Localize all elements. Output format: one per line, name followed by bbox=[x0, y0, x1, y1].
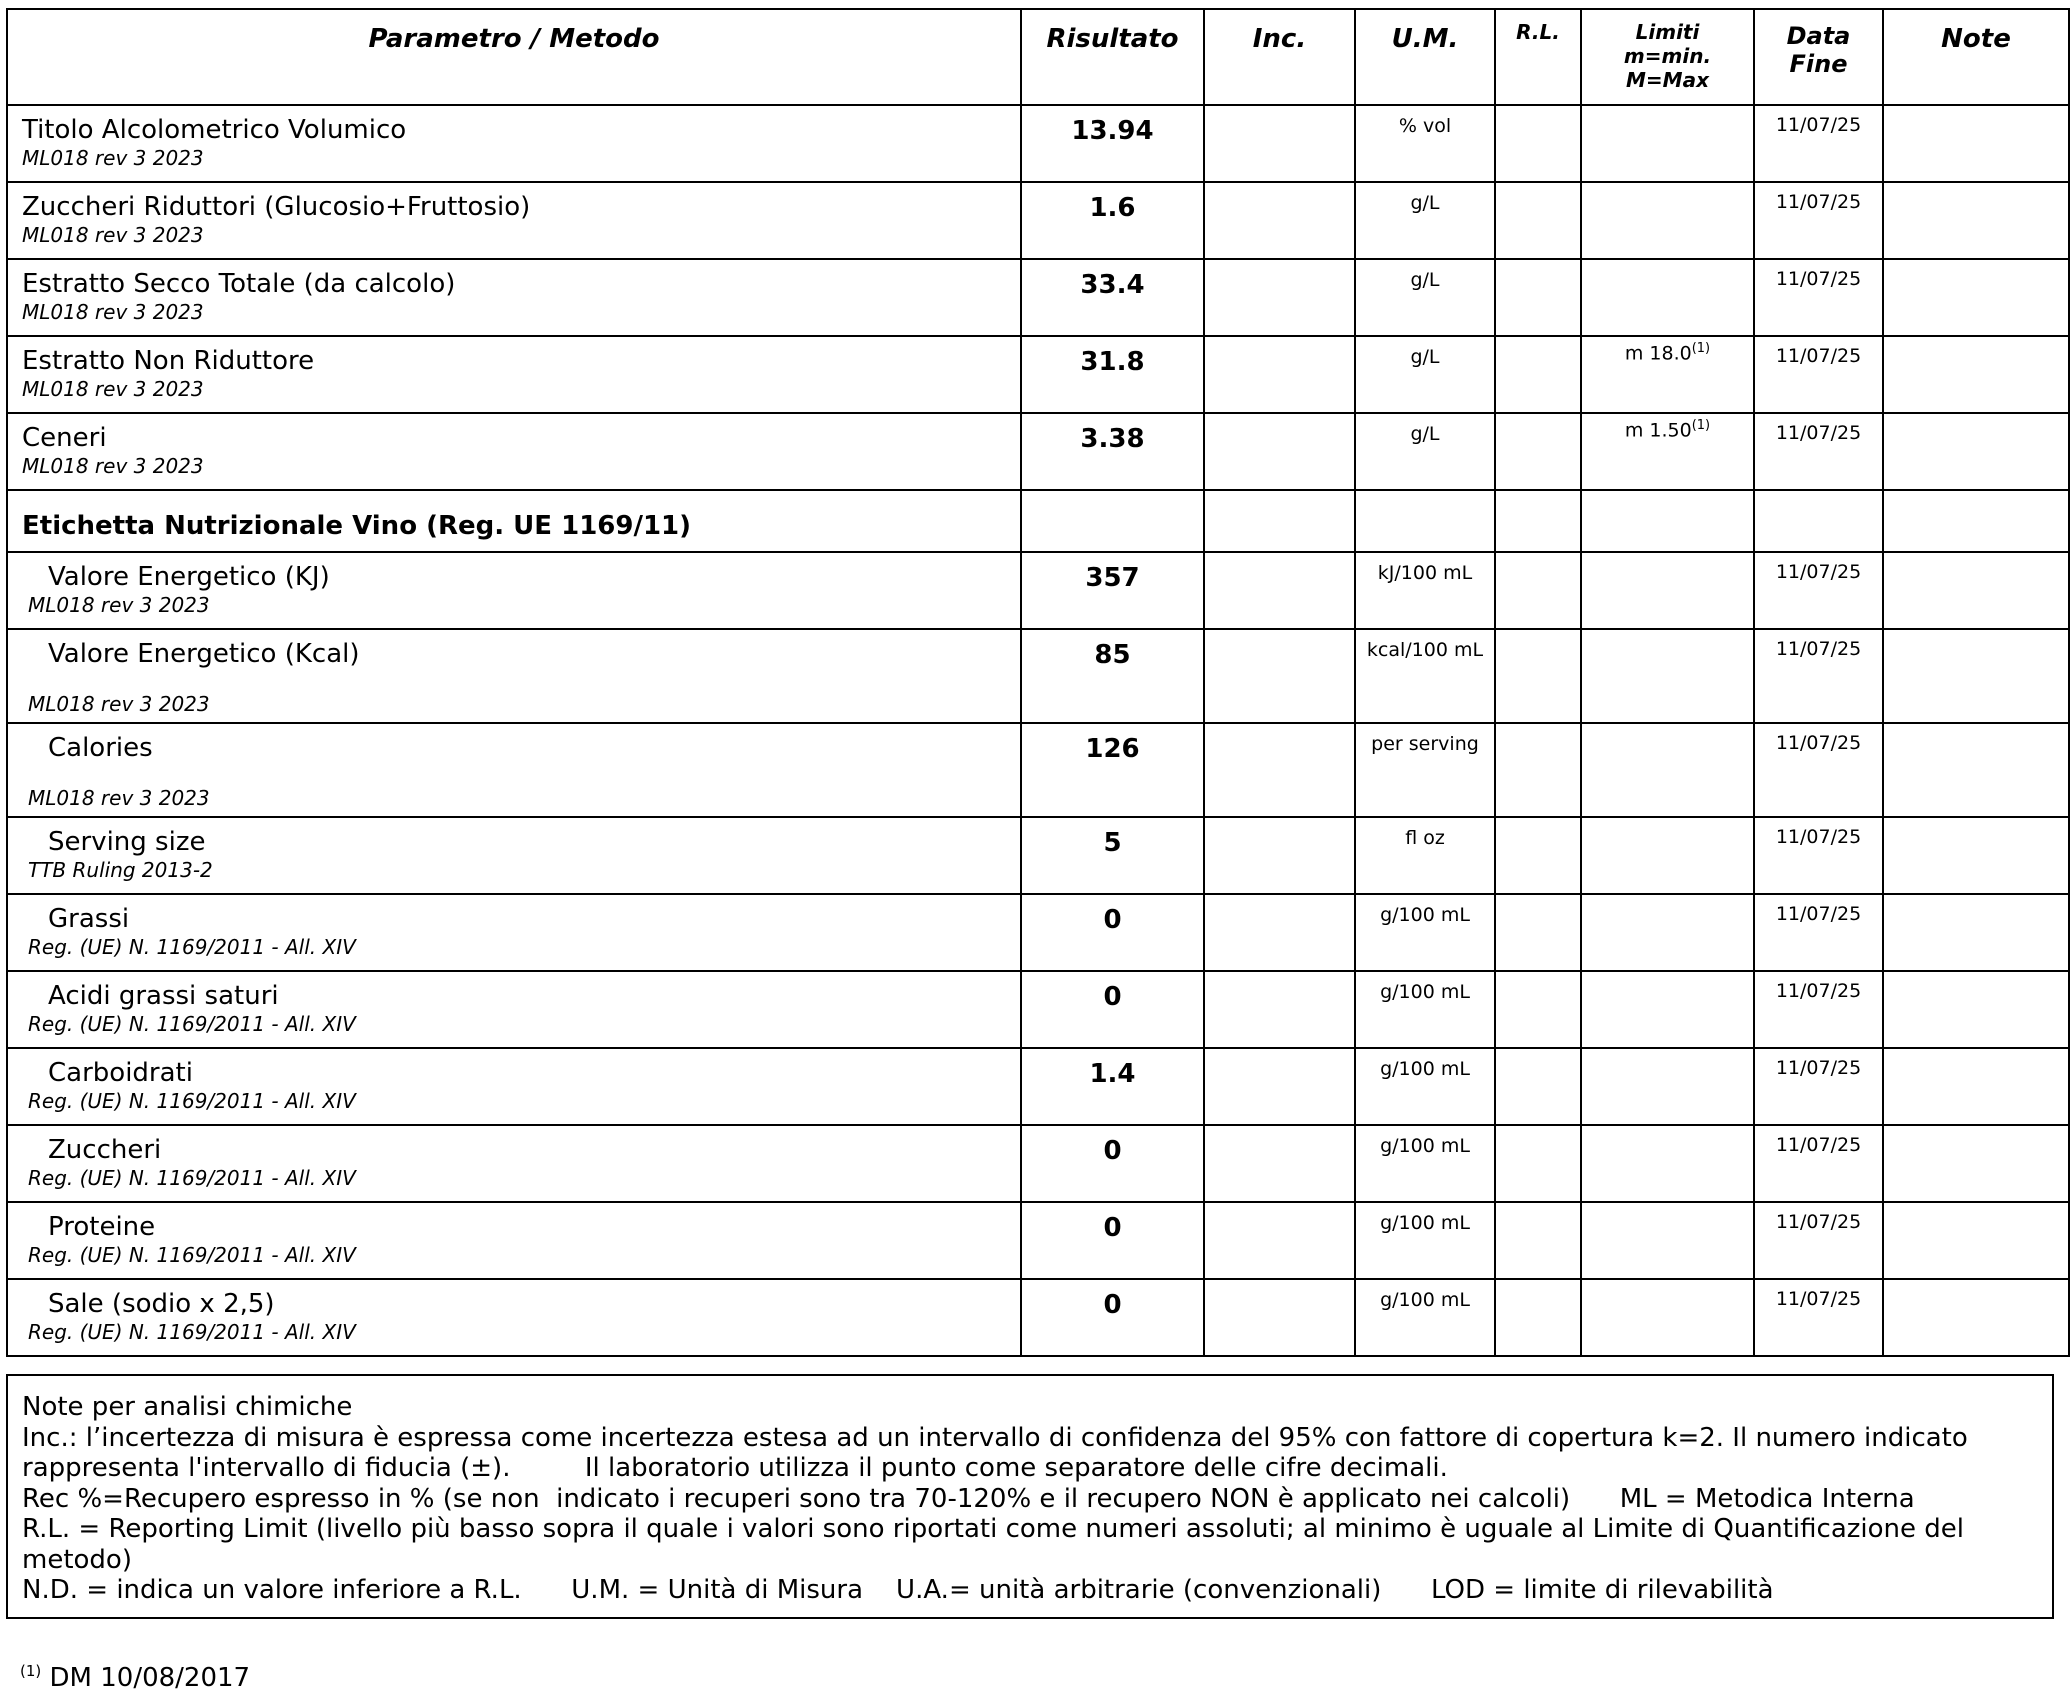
rl-cell bbox=[1495, 971, 1581, 1048]
table-row bbox=[7, 629, 2069, 723]
result-cell: 3.38 bbox=[1021, 413, 1204, 490]
empty-cell bbox=[1754, 490, 1883, 552]
um-cell: g/L bbox=[1355, 336, 1495, 413]
param-cell bbox=[7, 552, 1021, 629]
um-cell: g/100 mL bbox=[1355, 1279, 1495, 1356]
limit-cell bbox=[1581, 629, 1754, 723]
param-name: Zuccheri Riduttori (Glucosio+Fruttosio) bbox=[22, 192, 531, 222]
header-limits-line1: Limiti bbox=[1635, 20, 1700, 44]
param-name: Estratto Non Riduttore bbox=[22, 346, 315, 376]
inc-cell bbox=[1204, 336, 1355, 413]
empty-cell bbox=[1204, 490, 1355, 552]
param-name: Titolo Alcolometrico Volumico bbox=[22, 115, 407, 145]
param-name: Carboidrati bbox=[48, 1058, 193, 1088]
date-cell: 11/07/25 bbox=[1754, 336, 1883, 413]
footnote-ref: (1) bbox=[20, 1662, 42, 1680]
header-row bbox=[7, 9, 2069, 105]
results-table bbox=[6, 8, 2070, 1357]
param-cell bbox=[7, 1202, 1021, 1279]
param-cell bbox=[7, 817, 1021, 894]
date-cell: 11/07/25 bbox=[1754, 552, 1883, 629]
result-cell: 1.6 bbox=[1021, 182, 1204, 259]
note-cell bbox=[1883, 1048, 2069, 1125]
param-name: Estratto Secco Totale (da calcolo) bbox=[22, 269, 456, 299]
param-cell bbox=[7, 413, 1021, 490]
limit-ref: (1) bbox=[1691, 418, 1711, 433]
param-method: ML018 rev 3 2023 bbox=[28, 692, 210, 716]
um-cell: g/100 mL bbox=[1355, 1125, 1495, 1202]
inc-cell bbox=[1204, 1279, 1355, 1356]
spacer bbox=[48, 764, 1020, 786]
rl-cell bbox=[1495, 413, 1581, 490]
param-name: Zuccheri bbox=[48, 1135, 162, 1165]
inc-cell bbox=[1204, 105, 1355, 182]
param-name: Valore Energetico (KJ) bbox=[48, 562, 330, 592]
note-cell bbox=[1883, 817, 2069, 894]
header-um: U.M. bbox=[1355, 9, 1495, 105]
limit-cell bbox=[1581, 894, 1754, 971]
date-cell: 11/07/25 bbox=[1754, 629, 1883, 723]
inc-cell bbox=[1204, 1202, 1355, 1279]
um-cell: g/100 mL bbox=[1355, 1048, 1495, 1125]
inc-cell bbox=[1204, 259, 1355, 336]
note-cell bbox=[1883, 1202, 2069, 1279]
result-cell: 85 bbox=[1021, 629, 1204, 723]
um-cell: kJ/100 mL bbox=[1355, 552, 1495, 629]
rl-cell bbox=[1495, 259, 1581, 336]
limit-cell bbox=[1581, 1279, 1754, 1356]
date-cell: 11/07/25 bbox=[1754, 817, 1883, 894]
table-row bbox=[7, 723, 2069, 817]
result-cell: 126 bbox=[1021, 723, 1204, 817]
result-cell: 357 bbox=[1021, 552, 1204, 629]
rl-cell bbox=[1495, 1202, 1581, 1279]
notes-line: Rec %=Recupero espresso in % (se non indicato i recuperi sono tra 70-120% e il recupero NON è applicato nei calcoli) ML = Metodica Interna bbox=[22, 1483, 1915, 1514]
param-method: TTB Ruling 2013-2 bbox=[28, 858, 213, 882]
note-cell bbox=[1883, 723, 2069, 817]
header-inc: Inc. bbox=[1204, 9, 1355, 105]
date-cell: 11/07/25 bbox=[1754, 1202, 1883, 1279]
date-cell: 11/07/25 bbox=[1754, 259, 1883, 336]
inc-cell bbox=[1204, 894, 1355, 971]
inc-cell bbox=[1204, 723, 1355, 817]
param-name: Valore Energetico (Kcal) bbox=[48, 639, 360, 669]
table-row bbox=[7, 971, 2069, 1048]
limit-cell bbox=[1581, 259, 1754, 336]
limit-ref: (1) bbox=[1691, 341, 1711, 356]
header-param: Parametro / Metodo bbox=[7, 9, 1021, 105]
note-cell bbox=[1883, 894, 2069, 971]
result-cell: 0 bbox=[1021, 894, 1204, 971]
um-cell: g/L bbox=[1355, 413, 1495, 490]
rl-cell bbox=[1495, 723, 1581, 817]
inc-cell bbox=[1204, 817, 1355, 894]
limit-cell bbox=[1581, 336, 1754, 413]
param-method: ML018 rev 3 2023 bbox=[22, 223, 204, 247]
param-method: ML018 rev 3 2023 bbox=[22, 377, 204, 401]
note-cell bbox=[1883, 1279, 2069, 1356]
date-cell: 11/07/25 bbox=[1754, 1048, 1883, 1125]
param-cell bbox=[7, 723, 1021, 817]
note-cell bbox=[1883, 971, 2069, 1048]
um-cell: g/100 mL bbox=[1355, 894, 1495, 971]
um-cell: % vol bbox=[1355, 105, 1495, 182]
result-cell: 0 bbox=[1021, 1202, 1204, 1279]
table-row bbox=[7, 182, 2069, 259]
param-cell bbox=[7, 336, 1021, 413]
note-cell bbox=[1883, 413, 2069, 490]
result-cell: 1.4 bbox=[1021, 1048, 1204, 1125]
limit-cell bbox=[1581, 182, 1754, 259]
result-cell: 13.94 bbox=[1021, 105, 1204, 182]
param-method: ML018 rev 3 2023 bbox=[28, 593, 210, 617]
section-title: Etichetta Nutrizionale Vino (Reg. UE 1169/11) bbox=[7, 490, 1021, 552]
um-cell: kcal/100 mL bbox=[1355, 629, 1495, 723]
header-limits-line3: M=Max bbox=[1626, 68, 1709, 92]
param-name: Serving size bbox=[48, 827, 206, 857]
param-name: Proteine bbox=[48, 1212, 156, 1242]
date-cell: 11/07/25 bbox=[1754, 1125, 1883, 1202]
notes-box bbox=[6, 1374, 2054, 1619]
um-cell: g/L bbox=[1355, 182, 1495, 259]
rl-cell bbox=[1495, 105, 1581, 182]
header-result: Risultato bbox=[1021, 9, 1204, 105]
rl-cell bbox=[1495, 1125, 1581, 1202]
header-limits-line2: m=min. bbox=[1623, 44, 1712, 68]
header-limits bbox=[1581, 9, 1754, 105]
rl-cell bbox=[1495, 629, 1581, 723]
param-method: Reg. (UE) N. 1169/2011 - All. XIV bbox=[28, 935, 356, 959]
inc-cell bbox=[1204, 182, 1355, 259]
inc-cell bbox=[1204, 971, 1355, 1048]
um-cell: per serving bbox=[1355, 723, 1495, 817]
section-row bbox=[7, 490, 2069, 552]
date-cell: 11/07/25 bbox=[1754, 105, 1883, 182]
param-method: Reg. (UE) N. 1169/2011 - All. XIV bbox=[28, 1320, 356, 1344]
rl-cell bbox=[1495, 1279, 1581, 1356]
limit-value: m 1.50 bbox=[1624, 419, 1692, 442]
table-row bbox=[7, 894, 2069, 971]
limit-cell bbox=[1581, 552, 1754, 629]
param-name: Acidi grassi saturi bbox=[48, 981, 279, 1011]
limit-value: m 18.0 bbox=[1624, 342, 1692, 365]
limit-cell bbox=[1581, 413, 1754, 490]
limit-cell bbox=[1581, 723, 1754, 817]
rl-cell bbox=[1495, 336, 1581, 413]
limit-cell bbox=[1581, 817, 1754, 894]
date-cell: 11/07/25 bbox=[1754, 723, 1883, 817]
date-cell: 11/07/25 bbox=[1754, 1279, 1883, 1356]
inc-cell bbox=[1204, 552, 1355, 629]
footnote bbox=[20, 1662, 250, 1693]
note-cell bbox=[1883, 105, 2069, 182]
note-cell bbox=[1883, 259, 2069, 336]
um-cell: fl oz bbox=[1355, 817, 1495, 894]
param-cell bbox=[7, 1048, 1021, 1125]
param-method: ML018 rev 3 2023 bbox=[22, 454, 204, 478]
empty-cell bbox=[1581, 490, 1754, 552]
result-cell: 0 bbox=[1021, 971, 1204, 1048]
param-cell bbox=[7, 105, 1021, 182]
rl-cell bbox=[1495, 552, 1581, 629]
param-cell bbox=[7, 182, 1021, 259]
date-cell: 11/07/25 bbox=[1754, 894, 1883, 971]
notes-line: Inc.: l’incertezza di misura è espressa come incertezza estesa ad un intervallo di confidenza del 95% con fattore di copertura k=2. Il numero indicato bbox=[22, 1422, 1968, 1453]
param-method: ML018 rev 3 2023 bbox=[28, 786, 210, 810]
table-row bbox=[7, 817, 2069, 894]
header-rl: R.L. bbox=[1495, 9, 1581, 105]
um-cell: g/100 mL bbox=[1355, 971, 1495, 1048]
param-method: Reg. (UE) N. 1169/2011 - All. XIV bbox=[28, 1166, 356, 1190]
param-method: Reg. (UE) N. 1169/2011 - All. XIV bbox=[28, 1012, 356, 1036]
table-row bbox=[7, 1279, 2069, 1356]
header-date-line2: Fine bbox=[1789, 50, 1848, 78]
empty-cell bbox=[1021, 490, 1204, 552]
rl-cell bbox=[1495, 1048, 1581, 1125]
note-cell bbox=[1883, 336, 2069, 413]
param-cell bbox=[7, 629, 1021, 723]
param-name: Ceneri bbox=[22, 423, 107, 453]
table-row bbox=[7, 413, 2069, 490]
inc-cell bbox=[1204, 413, 1355, 490]
result-cell: 5 bbox=[1021, 817, 1204, 894]
header-note: Note bbox=[1883, 9, 2069, 105]
empty-cell bbox=[1883, 490, 2069, 552]
date-cell: 11/07/25 bbox=[1754, 413, 1883, 490]
table-row bbox=[7, 1202, 2069, 1279]
param-cell bbox=[7, 1279, 1021, 1356]
notes-line: R.L. = Reporting Limit (livello più basso sopra il quale i valori sono riportati come numeri assoluti; al minimo è uguale al Limite di Quantificazione del bbox=[22, 1514, 1964, 1544]
result-cell: 33.4 bbox=[1021, 259, 1204, 336]
rl-cell bbox=[1495, 182, 1581, 259]
date-cell: 11/07/25 bbox=[1754, 971, 1883, 1048]
inc-cell bbox=[1204, 1048, 1355, 1125]
um-cell: g/L bbox=[1355, 259, 1495, 336]
date-cell: 11/07/25 bbox=[1754, 182, 1883, 259]
param-name: Calories bbox=[48, 733, 153, 763]
result-cell: 31.8 bbox=[1021, 336, 1204, 413]
limit-cell bbox=[1581, 971, 1754, 1048]
param-cell bbox=[7, 259, 1021, 336]
table-row bbox=[7, 105, 2069, 182]
param-name: Sale (sodio x 2,5) bbox=[48, 1289, 275, 1319]
inc-cell bbox=[1204, 629, 1355, 723]
table-row bbox=[7, 259, 2069, 336]
rl-cell bbox=[1495, 817, 1581, 894]
limit-cell bbox=[1581, 105, 1754, 182]
note-cell bbox=[1883, 629, 2069, 723]
empty-cell bbox=[1355, 490, 1495, 552]
table-row bbox=[7, 336, 2069, 413]
rl-cell bbox=[1495, 894, 1581, 971]
notes-line: N.D. = indica un valore inferiore a R.L. U.M. = Unità di Misura U.A.= unità arbitrarie (convenzionali) LOD = limite di rilevabilità bbox=[22, 1575, 1774, 1605]
note-cell bbox=[1883, 1125, 2069, 1202]
result-cell: 0 bbox=[1021, 1279, 1204, 1356]
notes-line: metodo) bbox=[22, 1544, 132, 1575]
notes-line: Note per analisi chimiche bbox=[22, 1392, 353, 1422]
param-name: Grassi bbox=[48, 904, 130, 934]
param-cell bbox=[7, 971, 1021, 1048]
param-cell bbox=[7, 894, 1021, 971]
limit-cell bbox=[1581, 1125, 1754, 1202]
results-body bbox=[7, 105, 2069, 1356]
notes-line: rappresenta l'intervallo di fiducia (±). Il laboratorio utilizza il punto come separatore delle cifre decimali. bbox=[22, 1453, 1448, 1483]
table-row bbox=[7, 1125, 2069, 1202]
param-method: Reg. (UE) N. 1169/2011 - All. XIV bbox=[28, 1243, 356, 1267]
result-cell: 0 bbox=[1021, 1125, 1204, 1202]
param-cell bbox=[7, 1125, 1021, 1202]
empty-cell bbox=[1495, 490, 1581, 552]
param-method: ML018 rev 3 2023 bbox=[22, 300, 204, 324]
param-method: ML018 rev 3 2023 bbox=[22, 146, 204, 170]
table-row bbox=[7, 552, 2069, 629]
note-cell bbox=[1883, 552, 2069, 629]
limit-cell bbox=[1581, 1202, 1754, 1279]
limit-cell bbox=[1581, 1048, 1754, 1125]
header-date bbox=[1754, 9, 1883, 105]
spacer bbox=[48, 670, 1020, 692]
table-row bbox=[7, 1048, 2069, 1125]
footnote-text: DM 10/08/2017 bbox=[49, 1663, 251, 1693]
note-cell bbox=[1883, 182, 2069, 259]
um-cell: g/100 mL bbox=[1355, 1202, 1495, 1279]
inc-cell bbox=[1204, 1125, 1355, 1202]
header-date-line1: Data bbox=[1786, 22, 1851, 50]
param-method: Reg. (UE) N. 1169/2011 - All. XIV bbox=[28, 1089, 356, 1113]
